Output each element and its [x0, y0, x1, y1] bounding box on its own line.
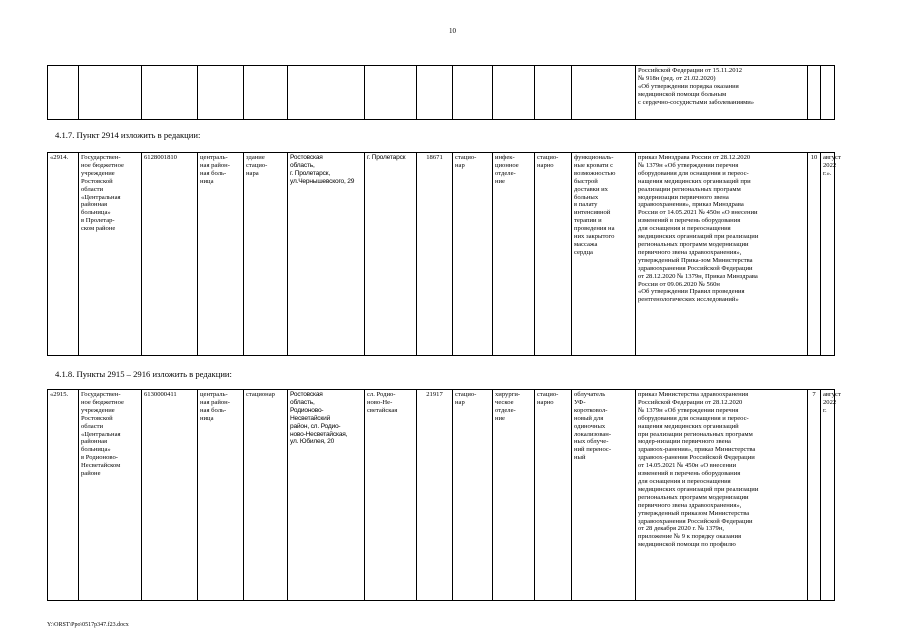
cell-building: здание стацио- нара — [244, 153, 288, 356]
cell-quantity: 7 — [808, 390, 821, 601]
page-number: 10 — [449, 27, 456, 35]
file-path-footer: Y:\ORST\Ppo\0517p347.f23.docx — [47, 622, 129, 628]
cell-type: централь- ная район- ная боль- ница — [198, 390, 244, 601]
cell-organization: Государствен- ное бюджетное учреждение Ростовской области «Центральная районная больница» в Пролетар- ском районе — [79, 153, 142, 356]
table-row — [48, 66, 835, 120]
table-item-2915 — [47, 389, 841, 601]
cell-document: Российской Федерации от 15.11.2012 № 918н (ред. от 21.02.2020) «Об утверждении порядка оказания медицинской помощи больным с сердечно-сосудистыми заболеваниями» — [636, 66, 808, 120]
cell-mode: стацио- нарно — [535, 390, 572, 601]
cell-index: 18671 — [417, 153, 453, 356]
cell-department: инфек- ционное отделе- ние — [493, 153, 535, 356]
cell-address: Ростовская область, г. Пролетарск, ул.Чернышевского, 29 — [288, 153, 365, 356]
cell-city: сл. Родио- ново-Не- светайская — [365, 390, 417, 601]
section-heading-4-1-8: 4.1.8. Пункты 2915 – 2916 изложить в редакции: — [55, 369, 232, 379]
cell-form: стацио- нар — [453, 390, 493, 601]
cell-index: 21917 — [417, 390, 453, 601]
cell-city: г. Пролетарск — [365, 153, 417, 356]
cell-type: централь- ная район- ная боль- ница — [198, 153, 244, 356]
cell-code: 6130000411 — [142, 390, 198, 601]
cell-mode: стацио- нарно — [535, 153, 572, 356]
continued-table — [47, 65, 835, 120]
cell-equipment: облучатель УФ- коротковол- новый для одиночных локализован- ных облуче- ний перенос- ный — [572, 390, 636, 601]
cell-organization: Государствен- ное бюджетное учреждение Ростовской области «Центральная районная больница» в Родионово- Несветайском районе — [79, 390, 142, 601]
cell-department: хирурги- ческое отделе- ние — [493, 390, 535, 601]
cell-quantity: 10 — [808, 153, 821, 356]
cell-form: стацио- нар — [453, 153, 493, 356]
cell-document: приказ Министерства здравоохранения Российской Федерации от 28.12.2020 № 1379н «Об утверждении перечня оборудования для оснащения и переос- нащения медицинских организаций при реализации региональных программ модер-низации первичного звена здравоох-ранения», приказ Министерства здравоох-ранения Российской Федерации от 14.05.2021 № 450н «О внесении изменений в перечень оборудования для оснащения и переоснащения медицинских организаций при реализации региональных программ модернизации первичного звена здравоохранения», утвержденный приказом Министерства здравоохранения Российской Федерации от 28 декабря 2020 г. № 1379н, приложение № 9 к порядку оказания медицинской помощи по профилю — [636, 390, 808, 601]
cell-document: приказ Минздрава России от 28.12.2020 № 1379н «Об утверждении перечня оборудования для оснащения и переос- нащения медицинских организаций при реализации региональных программ модернизации первичного звена здравоохранения», приказ Минздрава России от 14.05.2021 № 450н «О внесении изменений в перечень оборудования для оснащения и переоснащения медицинских организаций при реализации региональных программ модернизации первичного звена здравоохранения», утвержденный Прика-зом Министерства здравоохранения Российской Федерации от 28.12.2020 № 1379н, Приказ Минздрава России от 09.06.2020 № 560н «Об утверждении Правил проведения рентгенологических исследований» — [636, 153, 808, 356]
cell-address: Ростовская область, Родионово- Несветайский район, сл. Родио- ново-Несветайская, ул. Юбилея, 20 — [288, 390, 365, 601]
cell-number: «2915. — [48, 390, 79, 601]
cell-date: август 2022 г. — [821, 390, 835, 601]
section-heading-4-1-7: 4.1.7. Пункт 2914 изложить в редакции: — [55, 130, 201, 140]
cell-equipment: функциональ- ные кровати с возможностью быстрой доставки их больных в палату интенсивной терапии и проведения на них закрытого массажа сердца — [572, 153, 636, 356]
cell-date: август 2022 г.». — [821, 153, 835, 356]
table-row — [48, 153, 835, 356]
cell-code: 6128001810 — [142, 153, 198, 356]
cell-number: «2914. — [48, 153, 79, 356]
cell-building: стационар — [244, 390, 288, 601]
table-item-2914 — [47, 152, 841, 356]
table-row — [48, 390, 835, 601]
